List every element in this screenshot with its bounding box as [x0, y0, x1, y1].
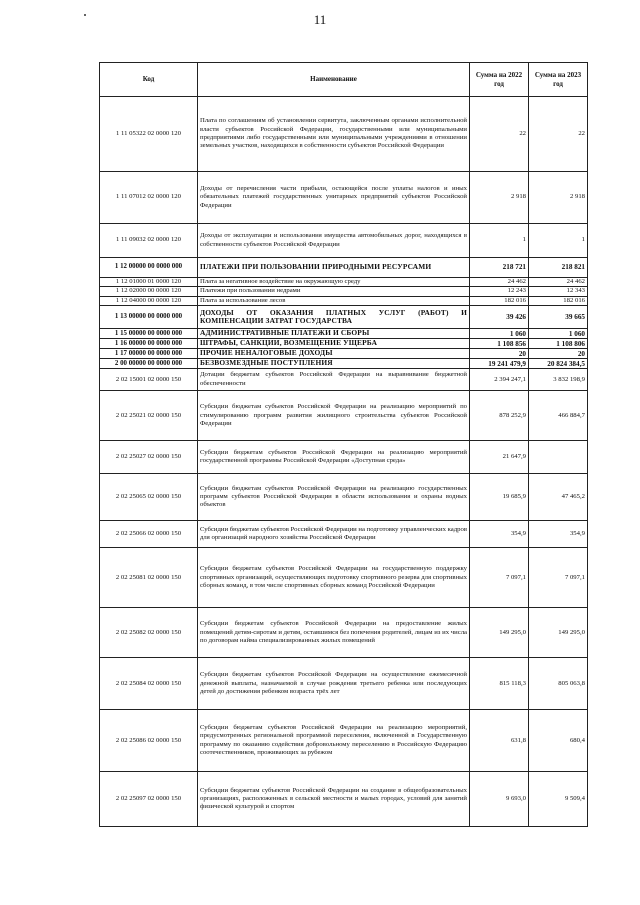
- row-sum-2022: 815 118,3: [470, 658, 529, 710]
- row-sum-2023: [529, 441, 588, 474]
- table-row: [100, 521, 588, 548]
- row-code: 1 16 00000 00 0000 000: [100, 339, 198, 349]
- row-sum-2022: 1 108 856: [470, 339, 529, 349]
- table-row: [100, 391, 588, 441]
- row-sum-2022: 182 016: [470, 296, 529, 305]
- row-code: 2 02 25027 02 0000 150: [100, 441, 198, 474]
- row-sum-2022: 19 241 479,9: [470, 359, 529, 369]
- row-sum-2023: 149 295,0: [529, 608, 588, 658]
- row-sum-2022: 22: [470, 97, 529, 172]
- row-name: Субсидии бюджетам субъектов Российской Федерации на государственную поддержку спортивных организаций, осуществляющих подготовку спортивного резерва для спортивных сборных команд, в том числе спортивных сборных команд Российской Федерации: [198, 548, 470, 608]
- row-sum-2022: 1 060: [470, 329, 529, 339]
- row-sum-2022: 24 462: [470, 278, 529, 287]
- row-name: БЕЗВОЗМЕЗДНЫЕ ПОСТУПЛЕНИЯ: [198, 359, 470, 369]
- row-name: Субсидии бюджетам субъектов Российской Федерации на реализацию государственных программ субъектов Российской Федерации в области использования и охраны водных объектов: [198, 474, 470, 521]
- row-name: Дотации бюджетам субъектов Российской Федерации на выравнивание бюджетной обеспеченности: [198, 369, 470, 391]
- row-sum-2023: 218 821: [529, 258, 588, 278]
- row-code: 2 02 25086 02 0000 150: [100, 710, 198, 772]
- row-sum-2022: 9 693,0: [470, 772, 529, 827]
- table-row: [100, 224, 588, 258]
- row-sum-2023: 1 060: [529, 329, 588, 339]
- row-sum-2023: 1: [529, 224, 588, 258]
- row-sum-2023: 9 509,4: [529, 772, 588, 827]
- row-code: 2 02 25082 02 0000 150: [100, 608, 198, 658]
- row-sum-2022: 631,8: [470, 710, 529, 772]
- row-code: 1 11 05322 02 0000 120: [100, 97, 198, 172]
- row-sum-2023: 20: [529, 349, 588, 359]
- row-sum-2023: 22: [529, 97, 588, 172]
- row-sum-2023: 12 343: [529, 287, 588, 296]
- row-name: Плата за негативное воздействие на окружающую среду: [198, 278, 470, 287]
- row-code: 1 15 00000 00 0000 000: [100, 329, 198, 339]
- row-name: Субсидии бюджетам субъектов Российской Федерации на реализацию мероприятий по стимулированию программ развития жилищного строительства субъектов Российской Федерации: [198, 391, 470, 441]
- row-sum-2023: 354,9: [529, 521, 588, 548]
- row-sum-2022: 19 685,9: [470, 474, 529, 521]
- row-sum-2023: 2 918: [529, 172, 588, 224]
- row-code: 1 12 01000 01 0000 120: [100, 278, 198, 287]
- table-row: [100, 287, 588, 296]
- row-name: ДОХОДЫ ОТ ОКАЗАНИЯ ПЛАТНЫХ УСЛУГ (РАБОТ) И КОМПЕНСАЦИИ ЗАТРАТ ГОСУДАРСТВА: [198, 306, 470, 329]
- row-sum-2023: 47 465,2: [529, 474, 588, 521]
- row-name: Платежи при пользовании недрами: [198, 287, 470, 296]
- table-row: [100, 339, 588, 349]
- row-sum-2022: 354,9: [470, 521, 529, 548]
- row-sum-2023: 20 824 384,5: [529, 359, 588, 369]
- table-row: [100, 658, 588, 710]
- row-code: 1 13 00000 00 0000 000: [100, 306, 198, 329]
- row-sum-2023: 3 832 198,9: [529, 369, 588, 391]
- row-name: Субсидии бюджетам субъектов Российской Федерации на осуществление ежемесячной денежной выплаты, назначаемой в случае рождения третьего ребенка или последующих детей до достижения ребенком возраста трёх лет: [198, 658, 470, 710]
- table-row: [100, 710, 588, 772]
- table-row: [100, 306, 588, 329]
- table-row: [100, 296, 588, 305]
- row-sum-2022: 2 394 247,1: [470, 369, 529, 391]
- row-code: 2 02 25065 02 0000 150: [100, 474, 198, 521]
- page-number: 11: [313, 12, 327, 27]
- row-sum-2023: 466 884,7: [529, 391, 588, 441]
- table-row: [100, 772, 588, 827]
- row-sum-2022: 218 721: [470, 258, 529, 278]
- row-name: АДМИНИСТРАТИВНЫЕ ПЛАТЕЖИ И СБОРЫ: [198, 329, 470, 339]
- table-header-row: [100, 63, 588, 97]
- row-code: 1 12 00000 00 0000 000: [100, 258, 198, 278]
- row-sum-2022: 7 097,1: [470, 548, 529, 608]
- table-body: [100, 97, 588, 827]
- header-code: Код: [100, 63, 198, 97]
- row-sum-2022: 878 252,9: [470, 391, 529, 441]
- table-row: [100, 608, 588, 658]
- row-name: ШТРАФЫ, САНКЦИИ, ВОЗМЕЩЕНИЕ УЩЕРБА: [198, 339, 470, 349]
- row-code: 2 02 25066 02 0000 150: [100, 521, 198, 548]
- table-row: [100, 441, 588, 474]
- table-row: [100, 474, 588, 521]
- table-row: [100, 278, 588, 287]
- row-sum-2022: 149 295,0: [470, 608, 529, 658]
- row-sum-2022: 1: [470, 224, 529, 258]
- row-name: Субсидии бюджетам субъектов Российской Федерации на реализацию мероприятий государственной программы Российской Федерации «Доступная среда»: [198, 441, 470, 474]
- row-code: 1 11 09032 02 0000 120: [100, 224, 198, 258]
- row-sum-2023: 182 016: [529, 296, 588, 305]
- table-row: [100, 369, 588, 391]
- row-sum-2023: 7 097,1: [529, 548, 588, 608]
- row-code: 2 02 25084 02 0000 150: [100, 658, 198, 710]
- header-name: Наименование: [198, 63, 470, 97]
- row-code: 2 02 15001 02 0000 150: [100, 369, 198, 391]
- row-name: Плата за использование лесов: [198, 296, 470, 305]
- row-sum-2022: 39 426: [470, 306, 529, 329]
- row-sum-2023: 39 665: [529, 306, 588, 329]
- row-code: 1 12 04000 00 0000 120: [100, 296, 198, 305]
- revenue-table: [99, 62, 588, 827]
- row-sum-2023: 805 063,8: [529, 658, 588, 710]
- row-code: 1 12 02000 00 0000 120: [100, 287, 198, 296]
- row-sum-2023: 24 462: [529, 278, 588, 287]
- row-code: 2 02 25097 02 0000 150: [100, 772, 198, 827]
- row-sum-2022: 12 243: [470, 287, 529, 296]
- row-sum-2022: 2 918: [470, 172, 529, 224]
- row-sum-2023: 680,4: [529, 710, 588, 772]
- row-name: ПЛАТЕЖИ ПРИ ПОЛЬЗОВАНИИ ПРИРОДНЫМИ РЕСУРСАМИ: [198, 258, 470, 278]
- table-row: [100, 349, 588, 359]
- table-row: [100, 329, 588, 339]
- table-row: [100, 97, 588, 172]
- row-name: Субсидии бюджетам субъектов Российской Федерации на предоставление жилых помещений детям-сиротам и детям, оставшимся без попечения родителей, лицам из их числа по договорам найма специализированных жилых помещений: [198, 608, 470, 658]
- row-name: ПРОЧИЕ НЕНАЛОГОВЫЕ ДОХОДЫ: [198, 349, 470, 359]
- row-name: Субсидии бюджетам субъектов Российской Федерации на реализацию мероприятий, предусмотренных региональной программой переселения, включенной в Государственную программу по оказанию содействия добровольному переселению в Российскую Федерацию соотечественников, проживающих за рубежом: [198, 710, 470, 772]
- table-row: [100, 172, 588, 224]
- row-sum-2022: 20: [470, 349, 529, 359]
- header-sum-2022: Сумма на 2022 год: [470, 63, 529, 97]
- row-name: Плата по соглашениям об установлении сервитута, заключенным органами исполнительной власти субъектов Российской Федерации, государственными или муниципальными предприятиями либо государственными или муниципальными учреждениями в отношении земельных участков, находящихся в собственности субъектов Российской Федерации: [198, 97, 470, 172]
- row-name: Субсидии бюджетам субъектов Российской Федерации на подготовку управленческих кадров для организаций народного хозяйства Российской Федерации: [198, 521, 470, 548]
- table-row: [100, 359, 588, 369]
- row-name: Субсидии бюджетам субъектов Российской Федерации на создание в общеобразовательных организациях, расположенных в сельской местности и малых городах, условий для занятий физической культурой и спортом: [198, 772, 470, 827]
- row-code: 2 02 25081 02 0000 150: [100, 548, 198, 608]
- row-code: 2 00 00000 00 0000 000: [100, 359, 198, 369]
- row-code: 1 17 00000 00 0000 000: [100, 349, 198, 359]
- row-name: Доходы от эксплуатации и использования имущества автомобильных дорог, находящихся в собственности субъектов Российской Федерации: [198, 224, 470, 258]
- row-sum-2023: 1 108 806: [529, 339, 588, 349]
- row-name: Доходы от перечисления части прибыли, остающейся после уплаты налогов и иных обязательных платежей государственных унитарных предприятий субъектов Российской Федерации: [198, 172, 470, 224]
- table-row: [100, 258, 588, 278]
- table-row: [100, 548, 588, 608]
- row-code: 2 02 25021 02 0000 150: [100, 391, 198, 441]
- header-sum-2023: Сумма на 2023 год: [529, 63, 588, 97]
- row-code: 1 11 07012 02 0000 120: [100, 172, 198, 224]
- row-sum-2022: 21 647,9: [470, 441, 529, 474]
